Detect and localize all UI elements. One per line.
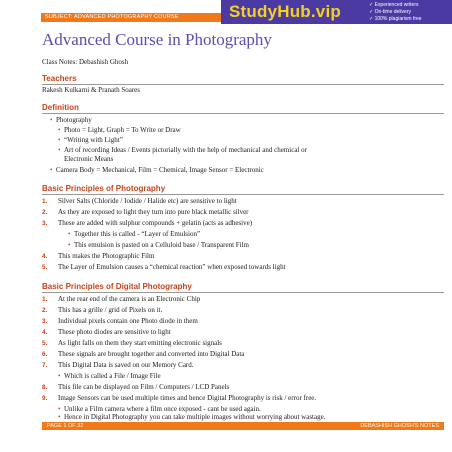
- definition-main-bullet: Photography: [56, 116, 92, 124]
- section-divider: [42, 84, 444, 85]
- basic-principles-heading: Basic Principles of Photography: [42, 184, 166, 193]
- list-number: 4.: [42, 253, 48, 260]
- list-number: 1.: [42, 198, 48, 205]
- digital-item: At the rear end of the camera is an Electronic Chip: [58, 295, 201, 303]
- document-title-block: [42, 30, 442, 50]
- digital-item: This file can be displayed on Film / Computers / LCD Panels: [58, 383, 230, 391]
- subject-label: SUBJECT: ADVANCED PHOTOGRAPHY COURSE: [41, 13, 226, 22]
- digital-item: Image Sensors can be used multiple times and hence Digital Photography is risk / error free.: [58, 394, 317, 402]
- definition-sub-bullet: Art of recording Ideas / Events pictorially with the help of mechanical and chemical or: [64, 146, 307, 154]
- promo-feature: ✓ Experienced writers: [369, 2, 422, 9]
- teachers-heading: Teachers: [42, 74, 77, 83]
- bullet-icon: •: [58, 372, 61, 380]
- digital-sub-item: Which is called a File / Image File: [64, 372, 161, 380]
- basic-sub-item: Together this is called - “Layer of Emulsion”: [74, 230, 201, 238]
- footer-author: DEBASHISH GHOSH'S NOTES: [360, 423, 439, 429]
- bullet-icon: •: [58, 136, 61, 144]
- basic-item: This makes the Photographic Film: [58, 252, 155, 260]
- bullet-icon: •: [58, 146, 61, 154]
- list-number: 5.: [42, 264, 48, 271]
- definition-sub-bullet-cont: Electronic Means: [64, 155, 114, 163]
- digital-item: These photo diodes are sensitive to light: [58, 328, 171, 336]
- bullet-icon: •: [68, 230, 71, 238]
- digital-item: This Digital Data is saved on our Memory Card.: [58, 361, 194, 369]
- list-number: 3.: [42, 318, 48, 325]
- list-number: 1.: [42, 296, 48, 303]
- bullet-icon: •: [50, 116, 53, 124]
- studyhub-logo: StudyHub.vip: [229, 2, 341, 21]
- digital-item: This has a grille / grid of Pixels on it.: [58, 306, 163, 314]
- teachers-names: Rakesh Kulkarni & Pranath Soares: [42, 86, 140, 94]
- section-divider: [42, 292, 444, 293]
- definition-sub-bullet: Photo = Light, Graph = To Write or Draw: [64, 126, 181, 134]
- list-number: 2.: [42, 209, 48, 216]
- list-number: 4.: [42, 329, 48, 336]
- digital-item: As light falls on them they start emitting electronic signals: [58, 339, 222, 347]
- definition-heading: Definition: [42, 103, 79, 112]
- studyhub-banner[interactable]: [221, 0, 452, 24]
- list-number: 7.: [42, 362, 48, 369]
- digital-principles-heading: Basic Principles of Digital Photography: [42, 282, 192, 291]
- promo-features: [369, 2, 422, 23]
- promo-feature: ✓ On-time delivery: [369, 9, 422, 16]
- digital-sub-item: Unlike a Film camera where a film once exposed - cant be used again.: [64, 405, 261, 413]
- bullet-icon: •: [58, 126, 61, 134]
- list-number: 5.: [42, 340, 48, 347]
- digital-sub-item: Hence in Digital Photography you can take multiple images without worrying about wastage.: [64, 413, 326, 421]
- class-notes-label: Class Notes: Debashish Ghosh: [42, 58, 129, 66]
- list-number: 6.: [42, 351, 48, 358]
- digital-item: These signals are brought together and converted into Digital Data: [58, 350, 245, 358]
- page-number: PAGE 1 OF 32: [47, 423, 84, 429]
- page-title: Advanced Course in Photography: [42, 30, 272, 49]
- basic-sub-item: This emulsion is pasted on a Celluloid base / Transparent Film: [74, 241, 249, 249]
- section-divider: [42, 113, 444, 114]
- definition-camera-bullet: Camera Body = Mechanical, Film = Chemical, Image Sensor = Electronic: [56, 166, 264, 174]
- definition-sub-bullet: “Writing with Light”: [64, 136, 123, 144]
- bullet-icon: •: [50, 166, 53, 174]
- promo-feature: ✓ 100% plagiarism free: [369, 16, 422, 23]
- page-footer: [42, 422, 444, 430]
- bullet-icon: •: [58, 405, 61, 413]
- bullet-icon: •: [68, 241, 71, 249]
- list-number: 9.: [42, 395, 48, 402]
- bullet-icon: •: [58, 413, 61, 421]
- list-number: 8.: [42, 384, 48, 391]
- list-number: 2.: [42, 307, 48, 314]
- digital-item: Individual pixels contain one Photo diode in them: [58, 317, 198, 325]
- basic-item: As they are exposed to light they turn into pure black metallic silver: [58, 208, 249, 216]
- basic-item: The Layer of Emulsion causes a “chemical reaction” when exposed towards light: [58, 263, 286, 271]
- list-number: 3.: [42, 220, 48, 227]
- basic-item: These are added with sulphur compounds + gelatin (acts as adhesive): [58, 219, 253, 227]
- basic-item: Silver Salts (Chloride / Iodide / Halide etc) are sensitive to light: [58, 197, 237, 205]
- section-divider: [42, 194, 444, 195]
